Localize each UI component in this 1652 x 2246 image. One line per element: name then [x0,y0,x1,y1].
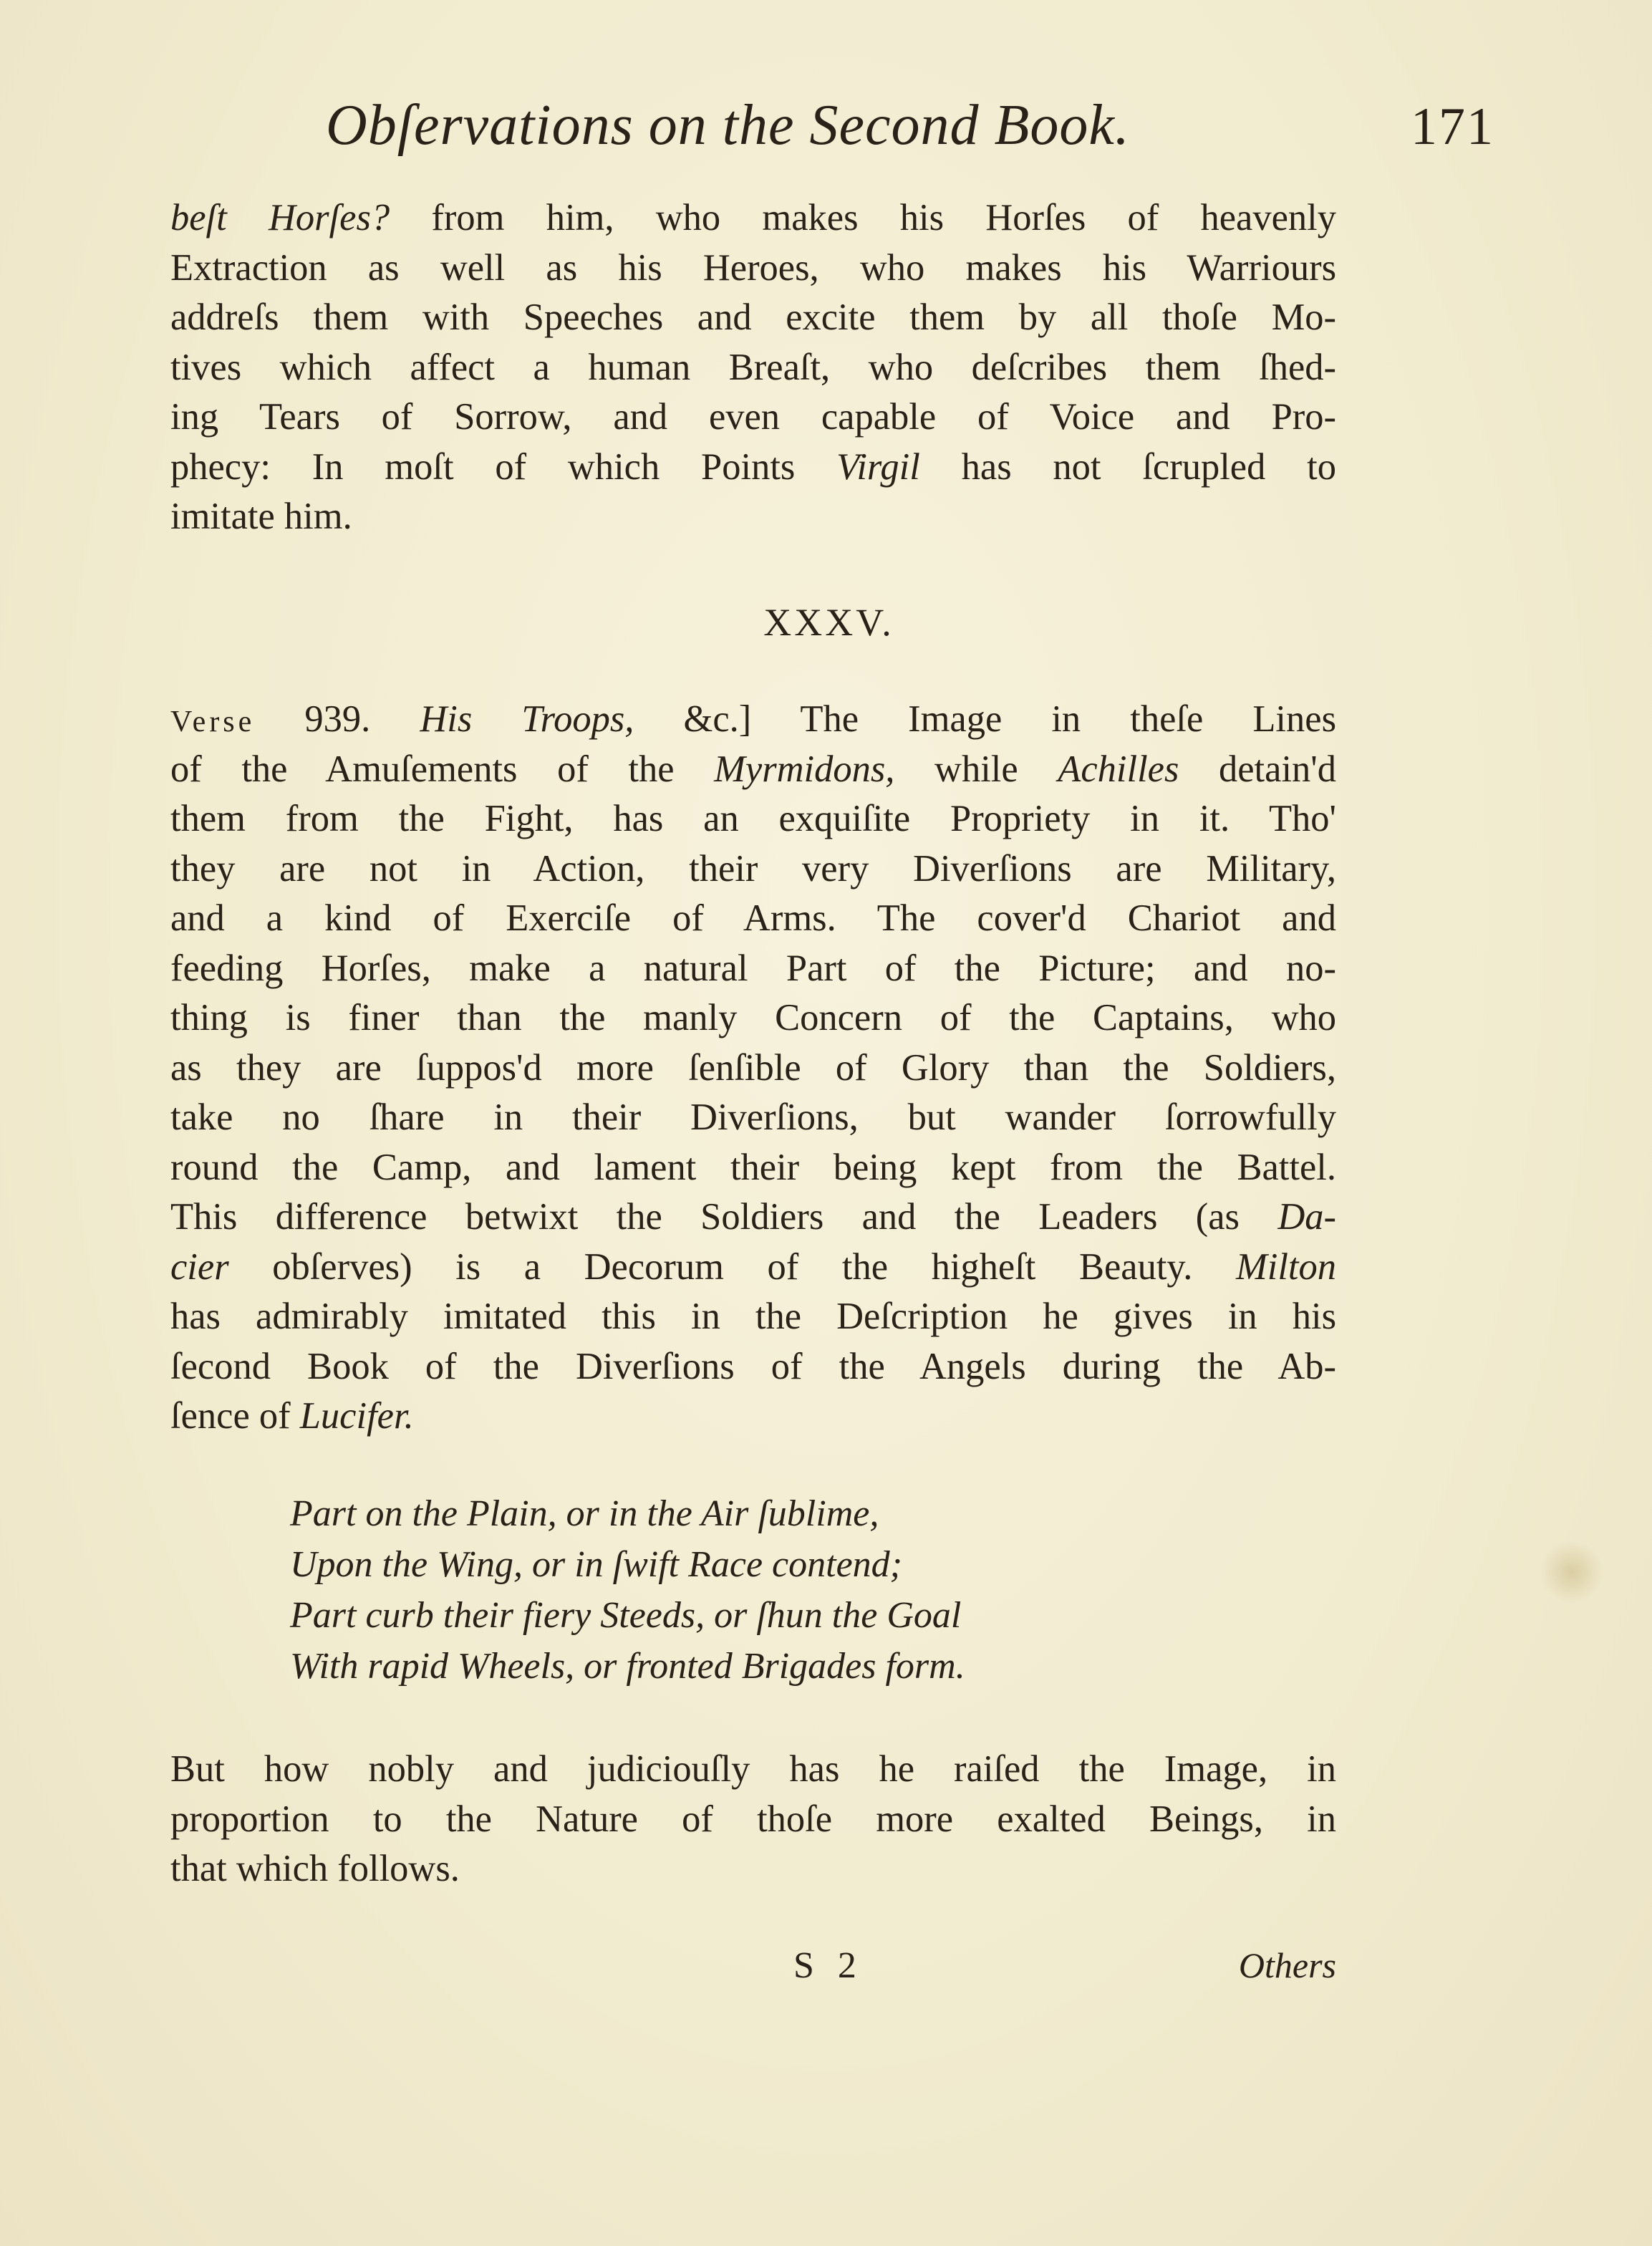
text-line: thing is finer than the manly Concern of the Captains, who [170,997,1336,1038]
text-line [170,193,1336,244]
paragraph-continuation [170,193,1336,542]
text-line: round the Camp, and lament their being kept from the Battel. [170,1146,1336,1188]
line-text: obſerves) is a Decorum of the higheſt Beauty. [228,1245,1236,1288]
text-line: tives which affect a human Breaſt, who deſcribes them ſhed- [170,346,1336,388]
line-text: phecy: In moſt of which Points [170,445,837,488]
paper-stain [1540,1540,1604,1604]
verse-reference: His Troops, [420,698,634,740]
line-text: detain'd [1179,748,1336,790]
text-line: proportion to the Nature of thoſe more exalted Beings, in [170,1798,1336,1840]
section-heading: XXXV. [763,601,894,644]
text-line: imitate him. [170,496,352,537]
italic-name: Myrmidons, [714,748,895,790]
line-text: &c.] The Image in theſe Lines [634,698,1336,740]
page-header [326,93,1507,172]
line-text: This difference betwixt the Soldiers and the Leaders (as [170,1196,1278,1238]
verse-label: Verse [170,705,256,738]
text-line: ſecond Book of the Diverſions of the Angels during the Ab- [170,1345,1336,1387]
text-line [170,745,1336,795]
text-line: they are not in Action, their very Diverſions are Military, [170,847,1336,890]
text-line: take no ſhare in their Diverſions, but wander ſorrowfully [170,1097,1336,1138]
verse-line: With rapid Wheels, or fronted Brigades form. [290,1646,965,1687]
author-name: Virgil [836,445,920,488]
verse-quotation [290,1488,1185,1692]
italic-name: Da- [1277,1196,1336,1238]
text-line: as they are ſuppos'd more ſenſible of Glory than the Soldiers, [170,1046,1336,1089]
line-text: ſence of [170,1395,300,1437]
text-line: that which follows. [170,1848,460,1889]
commentary-paragraph [170,695,1336,1442]
italic-name: Milton [1236,1245,1336,1288]
text-line [170,443,1336,493]
text-line: and a kind of Exerciſe of Arms. The cover'd Chariot and [170,897,1336,939]
text-line [170,1192,1336,1243]
text-line [170,695,1336,745]
page-footer [170,1944,1336,2002]
text-line: them from the Fight, has an exquiſite Propriety in it. Tho' [170,798,1336,839]
verse-number: 939. [255,698,420,740]
page-number: 171 [1411,97,1494,156]
text-line: But how nobly and judiciouſly has he raiſed the Image, in [170,1748,1336,1790]
text-line: has admirably imitated this in the Deſcription he gives in his [170,1296,1336,1337]
closing-paragraph [170,1745,1336,1894]
text-line: Extraction as well as his Heroes, who makes his Warriours [170,246,1336,289]
text-line: addreſs them with Speeches and excite them by all thoſe Mo- [170,297,1336,338]
italic-phrase: beſt Horſes? [170,197,390,238]
verse-line: Part on the Plain, or in the Air ſublime, [290,1493,879,1534]
italic-name: Lucifer. [299,1395,414,1437]
line-text: while [894,748,1058,790]
line-text: has not ſcrupled to [919,445,1336,488]
catchword: Others [1238,1945,1336,1985]
text-line: feeding Horſes, make a natural Part of the Picture; and no- [170,947,1336,989]
italic-name: cier [170,1245,229,1288]
verse-line: Part curb their fiery Steeds, or ſhun the Goal [290,1595,962,1636]
line-text: of the Amuſements of the [170,748,715,790]
line-text: from him, who makes his Horſes of heavenly [390,197,1336,238]
signature-mark: S 2 [793,1945,864,1986]
text-line [170,1243,1336,1293]
italic-name: Achilles [1058,748,1179,790]
text-line [170,1392,1336,1442]
running-head: Obſervations on the Second Book. [326,94,1130,157]
text-line: ing Tears of Sorrow, and even capable of Voice and Pro- [170,396,1336,438]
verse-line: Upon the Wing, or in ſwift Race contend; [290,1544,902,1585]
